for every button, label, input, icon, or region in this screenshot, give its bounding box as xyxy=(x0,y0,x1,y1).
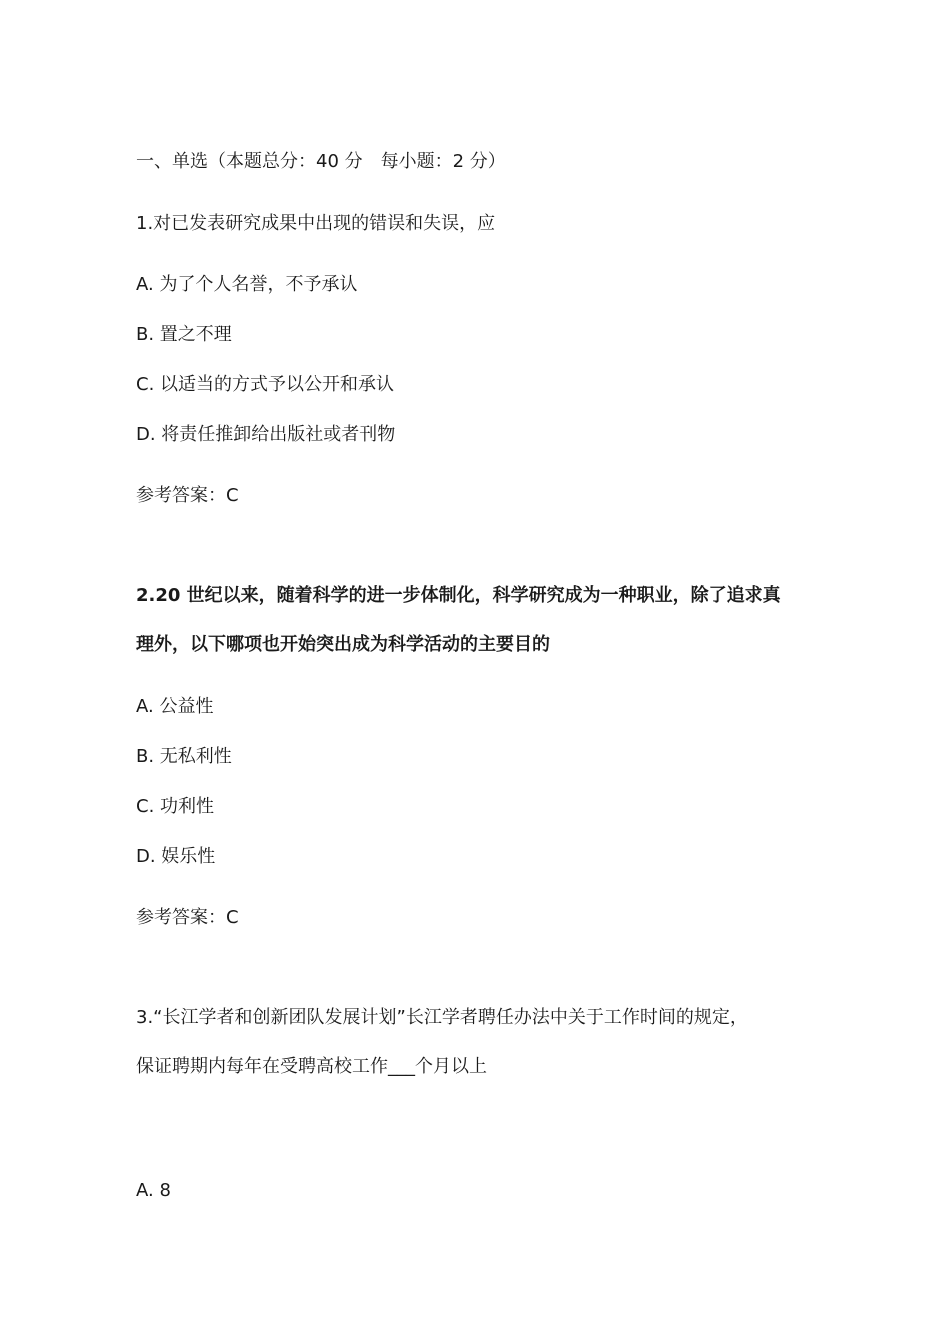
option-c: C. 以适当的方式予以公开和承认 xyxy=(136,374,395,395)
option-a: A. 为了个人名誉，不予承认 xyxy=(136,274,358,295)
question-stem: 1.对已发表研究成果中出现的错误和失误，应 xyxy=(136,213,496,234)
reference-answer: 参考答案：C xyxy=(136,907,239,928)
question-stem: 2.20 世纪以来，随着科学的进一步体制化，科学研究成为一种职业，除了追求真 xyxy=(136,585,781,606)
option-d: D. 娱乐性 xyxy=(136,846,216,867)
option-d: D. 将责任推卸给出版社或者刊物 xyxy=(136,424,396,445)
question-stem-continued: 理外，以下哪项也开始突出成为科学活动的主要目的 xyxy=(136,634,550,655)
option-b: B. 无私利性 xyxy=(136,746,232,767)
option-b: B. 置之不理 xyxy=(136,324,232,345)
option-a: A. 公益性 xyxy=(136,696,214,717)
reference-answer: 参考答案：C xyxy=(136,485,239,506)
option-a: A. 8 xyxy=(136,1180,171,1201)
question-stem-continued: 保证聘期内每年在受聘高校工作___个月以上 xyxy=(136,1056,487,1077)
option-c: C. 功利性 xyxy=(136,796,215,817)
section-heading: 一、单选（本题总分：40 分 每小题：2 分） xyxy=(136,151,506,172)
question-stem: 3.“长江学者和创新团队发展计划”长江学者聘任办法中关于工作时间的规定， xyxy=(136,1007,748,1028)
